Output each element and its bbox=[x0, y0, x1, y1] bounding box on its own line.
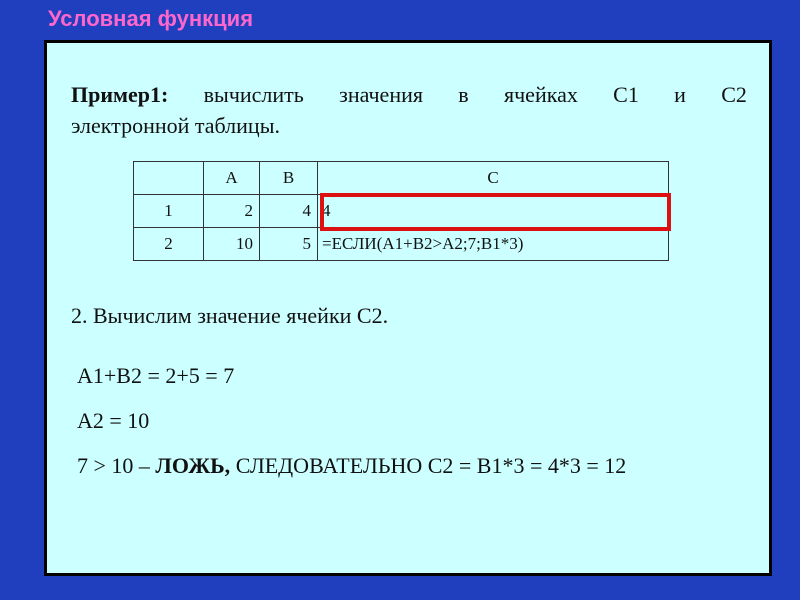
slide-title: Условная функция bbox=[48, 6, 254, 31]
cell-b1: 4 bbox=[260, 195, 318, 228]
example-word: ячейках bbox=[504, 82, 578, 107]
row-header: 2 bbox=[134, 228, 204, 261]
table-header-row bbox=[134, 162, 669, 195]
cell-c2: =ЕСЛИ(А1+В2>А2;7;В1*3) bbox=[318, 228, 669, 261]
column-header-a: A bbox=[204, 162, 260, 195]
example-line-2: электронной таблицы. bbox=[71, 113, 280, 138]
calc-line-1: А1+В2 = 2+5 = 7 bbox=[77, 363, 235, 388]
cell-a1: 2 bbox=[204, 195, 260, 228]
example-line-1 bbox=[71, 79, 747, 110]
cell-c1-highlight bbox=[320, 193, 671, 231]
cell-a2: 10 bbox=[204, 228, 260, 261]
corner-cell bbox=[134, 162, 204, 195]
example-word: С2 bbox=[721, 82, 747, 107]
calc-line-3-bold: ЛОЖЬ, bbox=[155, 453, 231, 478]
example-label: Пример1: bbox=[71, 82, 169, 107]
calc-line-3-prefix: 7 > 10 – bbox=[77, 453, 156, 478]
step-heading: 2. Вычислим значение ячейки С2. bbox=[71, 303, 389, 328]
example-word: значения bbox=[339, 82, 423, 107]
column-header-b: B bbox=[260, 162, 318, 195]
calc-line-3-suffix: СЛЕДОВАТЕЛЬНО С2 = В1*3 = 4*3 = 12 bbox=[230, 453, 627, 478]
content-panel bbox=[44, 40, 772, 576]
table-row bbox=[134, 228, 669, 261]
cell-b2: 5 bbox=[260, 228, 318, 261]
example-word: С1 bbox=[613, 82, 639, 107]
example-statement bbox=[71, 79, 747, 141]
example-word: в bbox=[458, 82, 469, 107]
calc-line-2: А2 = 10 bbox=[77, 408, 150, 433]
column-header-c: C bbox=[318, 162, 669, 195]
example-word: и bbox=[674, 82, 686, 107]
row-header: 1 bbox=[134, 195, 204, 228]
calc-line-3 bbox=[77, 453, 626, 479]
example-word: вычислить bbox=[203, 82, 304, 107]
cell-c1: 4 bbox=[318, 195, 669, 228]
